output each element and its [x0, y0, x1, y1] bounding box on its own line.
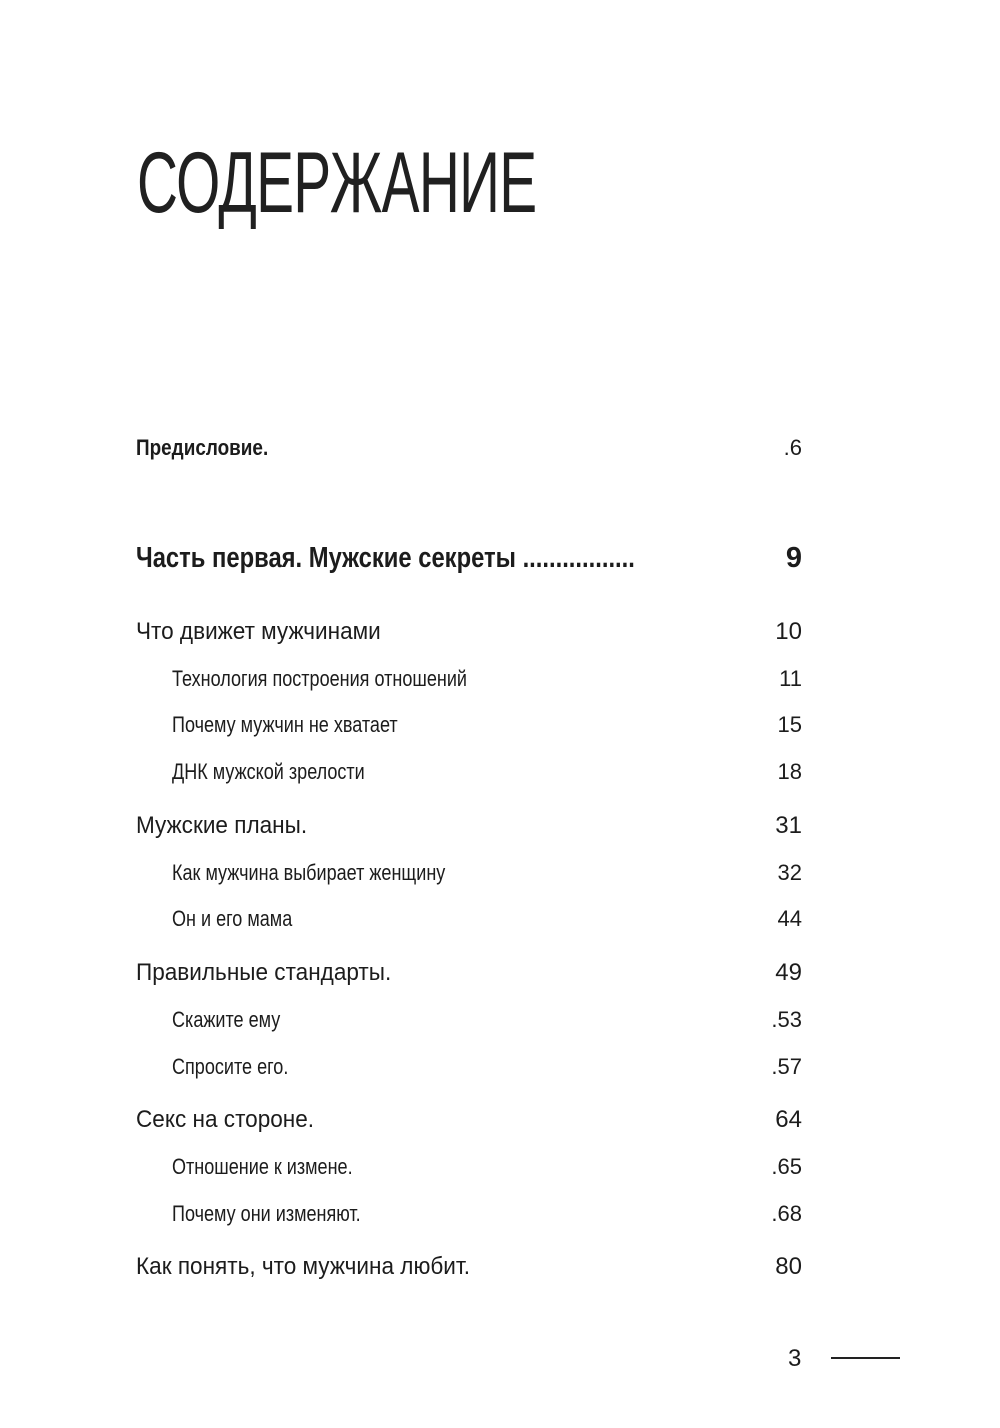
toc-chapter-page: 64 [775, 1106, 802, 1133]
toc-subchapter-ask-him [172, 1056, 802, 1090]
toc-subchapter-page: 18 [777, 759, 802, 784]
toc-subchapter-label: ДНК мужской зрелости [172, 759, 365, 784]
page-title: СОДЕРЖАНИЕ [137, 135, 537, 231]
toc-subchapter-he-and-his-mother [172, 908, 802, 942]
toc-subchapter-page: 44 [777, 906, 802, 931]
toc-preface [136, 437, 802, 471]
toc-part-one-page: 9 [785, 542, 802, 574]
toc-subchapter-page: 11 [779, 666, 802, 691]
toc-chapter-how-to-know-he-loves [136, 1255, 802, 1289]
toc-subchapter-label: Почему они изменяют. [172, 1201, 361, 1226]
toc-chapter-page: 49 [775, 959, 802, 986]
toc-part-one [136, 544, 802, 578]
toc-subchapter-not-enough-men [172, 714, 802, 748]
toc-subchapter-male-maturity-dna [172, 761, 802, 795]
toc-subchapter-label: Скажите ему [172, 1007, 281, 1032]
toc-chapter-right-standards [136, 961, 802, 995]
toc-preface-page: .6 [783, 435, 802, 460]
toc-subchapter-label: Он и его мама [172, 906, 293, 931]
toc-chapter-sex-on-the-side [136, 1108, 802, 1142]
toc-subchapter-page: 15 [777, 712, 802, 737]
toc-chapter-label: Секс на стороне. [136, 1106, 315, 1133]
toc-subchapter-label: Спросите его. [172, 1054, 289, 1079]
page-number-rule [831, 1357, 900, 1359]
toc-chapter-label: Правильные стандарты. [136, 959, 392, 986]
toc-subchapter-how-man-chooses-woman [172, 862, 802, 896]
toc-chapter-male-plans [136, 814, 802, 848]
toc-chapter-label: Мужские планы. [136, 812, 308, 839]
toc-subchapter-relationship-technology [172, 668, 802, 702]
toc-chapter-page: 31 [775, 812, 802, 839]
toc-subchapter-tell-him [172, 1009, 802, 1043]
toc-subchapter-attitude-to-cheating [172, 1156, 802, 1190]
toc-subchapter-page: .53 [771, 1007, 802, 1032]
toc-subchapter-page: .65 [771, 1154, 802, 1179]
toc-preface-label: Предисловие. [136, 435, 269, 460]
toc-subchapter-page: 32 [777, 860, 802, 885]
toc-chapter-label: Что движет мужчинами [136, 618, 381, 645]
toc-subchapter-label: Почему мужчин не хватает [172, 712, 398, 737]
toc-subchapter-page: .57 [771, 1054, 802, 1079]
toc-subchapter-why-they-cheat [172, 1203, 802, 1237]
toc-part-one-label: Часть первая. Мужские секреты ................. [136, 542, 635, 574]
toc-chapter-page: 10 [775, 618, 802, 645]
toc-subchapter-label: Как мужчина выбирает женщину [172, 860, 446, 885]
page-number: 3 [788, 1345, 802, 1372]
toc-subchapter-page: .68 [771, 1201, 802, 1226]
toc-subchapter-label: Технология построения отношений [172, 666, 467, 691]
toc-chapter-label: Как понять, что мужчина любит. [136, 1253, 471, 1280]
toc-chapter-page: 80 [775, 1253, 802, 1280]
toc-chapter-what-drives-men [136, 620, 802, 654]
toc-subchapter-label: Отношение к измене. [172, 1154, 353, 1179]
